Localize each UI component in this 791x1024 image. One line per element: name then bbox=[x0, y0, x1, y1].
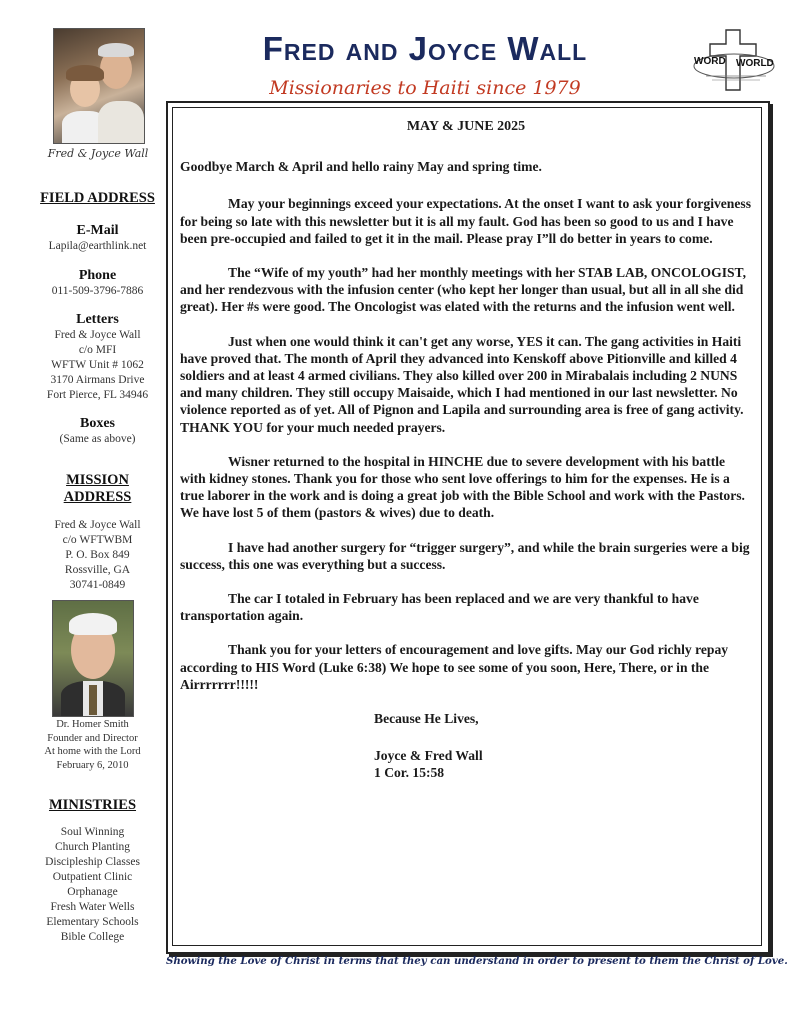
ministry-item: Discipleship Classes bbox=[45, 856, 140, 868]
letters-line: WFTW Unit # 1062 bbox=[51, 359, 144, 371]
letter-body bbox=[180, 118, 752, 782]
homer-caption-line: At home with the Lord bbox=[44, 746, 141, 757]
mission-line: Rossville, GA bbox=[64, 564, 131, 576]
boxes-text: (Same as above) bbox=[59, 433, 136, 445]
ministries-section bbox=[15, 797, 170, 945]
email-address: Lapila@earthlink.net bbox=[48, 240, 147, 252]
mission-line: c/o WFTWBM bbox=[62, 534, 133, 546]
mission-address-section bbox=[20, 472, 175, 593]
ministry-item: Fresh Water Wells bbox=[50, 901, 135, 913]
letters-line: 3170 Airmans Drive bbox=[50, 374, 145, 386]
mission-heading-line-2: ADDRESS bbox=[63, 489, 132, 505]
ministries-heading: MINISTRIES bbox=[48, 797, 137, 813]
letter-closing: Because He Lives, bbox=[374, 711, 479, 727]
newsletter-title: Fred and Joyce Wall bbox=[262, 30, 588, 67]
homer-caption-line: February 6, 2010 bbox=[56, 759, 129, 771]
phone-label: Phone bbox=[78, 268, 117, 283]
field-address-heading: FIELD ADDRESS bbox=[40, 190, 155, 206]
ministry-item: Outpatient Clinic bbox=[52, 871, 133, 883]
ministry-item: Church Planting bbox=[54, 841, 131, 853]
letters-line: Fort Pierce, FL 34946 bbox=[46, 389, 149, 401]
letter-paragraph: The car I totaled in February has been replaced and we are very thankful to have transportation again. bbox=[180, 591, 699, 624]
ministry-item: Orphanage bbox=[67, 886, 118, 898]
letter-paragraph: Wisner returned to the hospital in HINCHE due to severe development with his battle with kidney stones. Thank you for those who sent love offerings to him for the expenses. He is a true laborer in the work and is doing a great job with the Bible School and work with the Pastors. We have lost 5 of them (pastors & wives) due to death. bbox=[180, 453, 745, 521]
homer-smith-photo bbox=[52, 600, 134, 717]
mission-line: Fred & Joyce Wall bbox=[54, 519, 141, 531]
letter-verse: 1 Cor. 15:58 bbox=[374, 765, 445, 781]
homer-caption-line: Dr. Homer Smith bbox=[56, 719, 129, 730]
email-label: E-Mail bbox=[76, 223, 119, 238]
footer-motto: Showing the Love of Christ in terms that they can understand in order to present to them the Christ of Love. bbox=[166, 955, 788, 967]
couple-caption: Fred & Joyce Wall bbox=[47, 147, 149, 160]
letter-signature: Joyce & Fred Wall bbox=[374, 748, 483, 764]
letter-paragraph: The “Wife of my youth” had her monthly meetings with her STAB LAB, ONCOLOGIST, and her rendezvous with the infusion center (who kept her longer than usual, but all in all she did great). Her #s were good. The Oncologist was elated with the returns and the infusion went well. bbox=[180, 265, 747, 315]
newsletter-subtitle: Missionaries to Haiti since 1979 bbox=[269, 77, 581, 99]
letter-paragraph: Thank you for your letters of encouragement and love gifts. May our God richly repay according to HIS Word (Luke 6:38) We hope to see some of you soon, Here, There, or in the Airrrrrrr!!!!! bbox=[180, 642, 729, 692]
homer-caption bbox=[15, 718, 170, 772]
letters-line: Fred & Joyce Wall bbox=[54, 329, 141, 341]
phone-number: 011-509-3796-7886 bbox=[51, 285, 144, 297]
ministry-item: Elementary Schools bbox=[46, 916, 139, 928]
logo-word-text: WORD bbox=[694, 56, 726, 67]
letter-greeting: Goodbye March & April and hello rainy May and spring time. bbox=[180, 159, 542, 175]
homer-caption-line: Founder and Director bbox=[47, 732, 138, 744]
mission-line: 30741-0849 bbox=[69, 579, 126, 591]
letters-line: c/o MFI bbox=[78, 344, 117, 356]
boxes-label: Boxes bbox=[80, 416, 115, 431]
mission-heading-line-1: MISSION bbox=[66, 472, 129, 488]
letters-label: Letters bbox=[76, 312, 119, 327]
ministry-item: Bible College bbox=[60, 931, 125, 943]
couple-photo bbox=[53, 28, 145, 144]
mission-line: P. O. Box 849 bbox=[65, 549, 130, 561]
letter-paragraph: May your beginnings exceed your expectations. At the onset I want to ask your forgiveness for being so late with this newsletter but it is all my fault. God has been so good to us and I have been pre-occupied and failed to get it in the mail. Please pray I”ll do better in years to come. bbox=[180, 196, 751, 246]
letter-paragraph: I have had another surgery for “trigger surgery”, and while the brain surgeries were a big success, this one was everything but a success. bbox=[180, 539, 750, 572]
letter-paragraph: Just when one would think it can't get any worse, YES it can. The gang activities in Haiti have proved that. The month of April they advanced into Kenskoff above Pitionville and killed 4 soldiers and at least 4 armed civilians. They also killed over 200 in Mirabalais including 2 NUNS and many children. They still occupy Maisaide, which I had mentioned in our last newsletter. No violence reported as of yet. All of Pignon and Lapila and surrounding area is free of gang activity. THANK YOU for your much needed prayers. bbox=[180, 333, 744, 435]
ministry-item: Soul Winning bbox=[60, 826, 125, 838]
word-to-world-logo bbox=[686, 26, 782, 96]
logo-world-text: WORLD bbox=[736, 58, 774, 69]
letter-date: MAY & JUNE 2025 bbox=[406, 119, 526, 134]
field-address-section bbox=[20, 190, 175, 447]
